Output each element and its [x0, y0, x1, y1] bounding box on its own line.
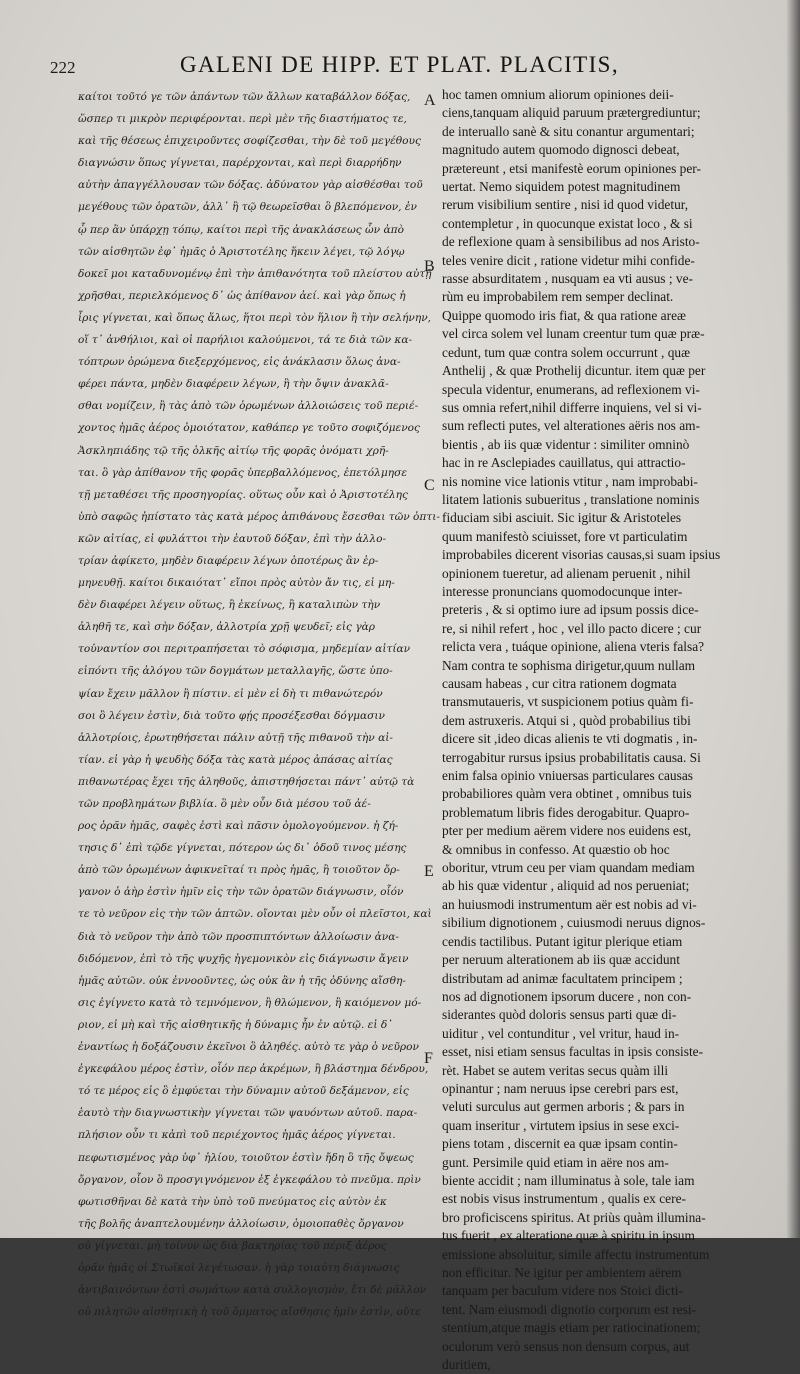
greek-text-line: ὑπὸ σαφῶς ἠπίστατο τὰς κατὰ μέρος ἀπιθάνους ἔσεσθαι τῶν ὀπτι-	[78, 510, 440, 523]
latin-text-line: interesse pronuncians quomodocunque inter-	[442, 583, 683, 599]
greek-text-line: τρίαν ἀφίκετο, μηδὲν διαφέρειν λέγων ὁποτέρως ἂν ἑρ-	[78, 554, 379, 567]
greek-text-line: διὰ τὸ νεῦρον τὴν ἀπὸ τῶν προσπιπτόντων ἀλλοίωσιν ἀνα-	[78, 930, 399, 943]
latin-text-line: litatem lationis subueritus , translatione nominis	[442, 491, 700, 507]
greek-text-column	[78, 86, 440, 1323]
margin-letter-f: F	[424, 1050, 433, 1067]
latin-text-line: an huiusmodi instrumentum aër est nobis ad vi-	[442, 896, 697, 912]
latin-text-line: distributam ad animæ facultatem principem ;	[442, 970, 683, 986]
latin-text-line: transmutaueris, vt suspicionem potius quàm fi-	[442, 694, 694, 710]
latin-text-line: cendis tactilibus. Putant igitur plerique etiam	[442, 933, 683, 949]
latin-text-line: bro proficiscens spiritus. At priùs quàm illumina-	[442, 1209, 706, 1225]
latin-text-line: siderantes quòd doloris sensus parti quæ di-	[442, 1007, 677, 1023]
latin-text-line: tus fuerit , ex alteratione quæ à spiritu in ipsum	[442, 1228, 695, 1244]
latin-text-line: rasse absurditatem , nusquam ea vti ausus ; ve-	[442, 271, 694, 287]
greek-text-line: δοκεῖ μοι καταδυνομένῳ ἐπὶ τὴν ἀπιθανότητα τοῦ πλείστου αὐτῇ	[78, 267, 432, 280]
greek-text-line: ἀληθῆ τε, καὶ σὴν δόξαν, ἀλλοτρία χρῇ ψευδεῖ; εἰς γὰρ	[78, 621, 376, 634]
greek-text-line: τησις δ᾽ ἐπὶ τῷδε γίγνεται, πότερον ὡς δι᾽ ὁδοῦ τινος μέσης	[78, 842, 407, 855]
greek-text-line: πιθανωτέρας ἔχει τῆς ἀληθοῦς, ἀπιστηθήσεται πάντ᾽ αὐτῷ τὰ	[78, 775, 415, 788]
latin-text-line: oboritur, vtrum ceu per viam quandam mediam	[442, 860, 695, 876]
latin-text-line: uertat. Nemo siquidem potest magnitudinem	[442, 179, 681, 195]
latin-text-line: quam inseritur , virtutem ipsius in sese exci-	[442, 1117, 680, 1133]
greek-text-line: δὲν διαφέρει λέγειν οὕτως, ἢ ἐκείνως, ἢ καταλιπὼν τὴν	[78, 599, 381, 612]
latin-text-line: prætereunt , etsi manifestè eorum opiniones per-	[442, 160, 701, 176]
latin-text-line: problematum libris fides derogabitur. Quapro-	[442, 804, 690, 820]
latin-text-line: gunt. Persimile quid etiam in aëre nos am-	[442, 1154, 669, 1170]
greek-text-line: οὐ γίγνεται. μὴ τοίνυν ὡς διὰ βακτηρίας τοῦ πέριξ ἀέρος	[78, 1239, 387, 1252]
latin-text-line: enim falsa opinio vniuersas particulares causas	[442, 768, 693, 784]
latin-text-line: piens totam , discernit ea quæ ipsam contin-	[442, 1136, 678, 1152]
greek-text-line: ἑαυτὸ τὴν διαγνωστικὴν γίγνεται τῶν ψαυόντων αὐτοῦ. παρα-	[78, 1107, 418, 1120]
latin-text-line: pter per medium aërem videre nos euidens est,	[442, 823, 692, 839]
greek-text-line: σθαι νομίζειν, ἢ τὰς ἀπὸ τῶν ὁρωμένων ἀλλοιώσεις τοῦ περιέ-	[78, 400, 419, 413]
latin-text-line: specula videntur, enumerans, ad reflexionem vi-	[442, 381, 700, 397]
greek-text-line: τίαν. εἰ γὰρ ἡ ψευδὴς δόξα τὰς κατὰ μέρος ἁπάσας αἰτίας	[78, 753, 393, 766]
latin-text-line: est nobis visus instrumentum , qualis ex cere-	[442, 1191, 686, 1207]
greek-text-line: ρος ὁρᾶν ἡμᾶς, σαφὲς ἐστὶ καὶ πᾶσιν ὁμολογούμενον. ἡ ζή-	[78, 820, 399, 833]
latin-text-line: sus omnia refert,nihil differre inquiens, vel si vi-	[442, 399, 702, 415]
latin-text-line: rèt. Habet se autem veritas secus quàm illi	[442, 1062, 669, 1078]
greek-text-line: ἐναντίως ἡ δοξάζουσιν ἐκεῖνοι ὃ ἀληθές. αὐτὸ τε γὰρ ὁ νεῦρον	[78, 1041, 419, 1054]
page-header	[50, 52, 750, 82]
latin-text-line: & omnibus in confesso. At quæstio ob hoc	[442, 841, 670, 857]
margin-letter-c: C	[424, 477, 435, 494]
latin-text-line: relicta vera , tuáque opinione, aliena vteris falsa?	[442, 639, 705, 655]
greek-text-line: χρῆσθαι, περιελκόμενος δ᾽ ὡς ἀπίθανον ἀεί. καὶ γὰρ ὅπως ἡ	[78, 289, 406, 302]
greek-text-line: πεφωτισμένος γὰρ ὑφ᾽ ἡλίου, τοιοῦτον ἐστὶν ἤδη ὃ τῆς ὄψεως	[78, 1151, 414, 1164]
greek-text-line: ἀλλοτρίοις, ἐρωτηθήσεται πάλιν αὐτῇ τῆς πιθανοῦ τὴν αἰ-	[78, 731, 393, 744]
greek-text-line: τε τὸ νεῦρον εἰς τὴν τῶν ἁπτῶν. οἴονται μὲν οὖν οἱ πλεῖστοι, καὶ	[78, 908, 432, 921]
latin-text-line: per neruum alterationem ab iis quæ accidunt	[442, 952, 680, 968]
latin-text-line: teles venire dicit , ratione videtur mihi confide-	[442, 252, 695, 268]
latin-text-line: tent. Nam eiusmodi dignotio corporum est resi-	[442, 1301, 697, 1317]
latin-text-line: magnitudo autem quomodo dignosci debeat,	[442, 142, 680, 158]
greek-text-line: ριον, εἰ μὴ καὶ τῆς αἰσθητικῆς ἡ δύναμις ἦν ἐν αὐτῷ. εἰ δ᾽	[78, 1018, 393, 1031]
latin-text-line: nos ad dignotionem ipsorum ducere , non con-	[442, 988, 692, 1004]
greek-text-line: τό τε μέρος εἰς ὃ ἐμφύεται τὴν δύναμιν αὐτοῦ δεξάμενον, εἰς	[78, 1085, 409, 1098]
greek-text-line: καίτοι τοῦτό γε τῶν ἀπάντων τῶν ἄλλων καταβάλλον δόξας,	[78, 91, 411, 103]
latin-text-line: probabiliores quàm vera obtinet , omnibus tuis	[442, 786, 692, 802]
latin-text-line: rerum visibilium sentire , nisi id quod videtur,	[442, 197, 689, 213]
greek-text-line: ἀντιβαινόντων ἐστὶ σωμάτων κατὰ συλλογισμὸν, ἔτι δὲ μᾶλλον	[78, 1284, 427, 1297]
latin-text-line: vel circa solem vel lunam creentur tum quæ præ-	[442, 326, 705, 342]
greek-text-line: ἶρις γίγνεται, καὶ ὅπως ἅλως, ἥτοι περὶ τὸν ἥλιον ἢ τὴν σελήνην,	[78, 311, 432, 324]
greek-text-line: σοι ὃ λέγειν ἐστὶν, διὰ τοῦτο φῄς προσέξεσθαι δόγμασιν	[78, 709, 386, 722]
margin-letter-e: E	[424, 863, 434, 880]
greek-text-line: ὁρᾶν ἡμᾶς οἱ Στωϊκοὶ λεγέτωσαν. ἡ γὰρ τοιαύτη διάγνωσις	[78, 1261, 400, 1274]
latin-text-line: causam habeas , cur citra rationem dogmata	[442, 676, 677, 691]
latin-text-line: cedunt, tum quæ contra solem occurrunt , quæ	[442, 344, 691, 360]
latin-text-line: bientis , ab iis quæ videntur : similiter omninò	[442, 436, 690, 452]
latin-text-line: ab his quæ videntur , aliquid ad nos perueniat;	[442, 878, 690, 894]
latin-text-line: stentium,atque magis etiam per ratiocinationem;	[442, 1320, 701, 1336]
greek-text-line: οὐ πιλητῶν αἰσθητικὴ ἡ τοῦ ὄμματος αἴσθησις ἡμῖν ἐστὶν, οὔτε	[78, 1306, 421, 1319]
greek-text-line: τόπτρων ὁρώμενα διεξερχόμενος, εἰς ἀνάκλασιν ὅλως ἀνα-	[78, 356, 401, 369]
greek-text-line: φέρει πάντα, μηδὲν διαφέρειν λέγων, ἢ τὴν ὄψιν ἀνακλᾶ-	[78, 378, 389, 391]
latin-text-line: quum manifestò sciuisset, fore vt particulatim	[442, 528, 688, 544]
greek-text-line: σις ἐγίγνετο κατὰ τὸ τεμνόμενον, ἢ θλώμενον, ἢ καιόμενον μό-	[78, 996, 422, 1009]
latin-text-line: tanquam per baculum videre nos Stoici dicti-	[442, 1283, 683, 1299]
greek-text-line: τῇ μεταθέσει τῆς προσηγορίας. οὕτως οὖν καὶ ὁ Ἀριστοτέλης	[78, 488, 408, 501]
latin-text-line: hac in re Asclepiades cauillatus, qui attractio-	[442, 455, 686, 471]
latin-text-line: dem astruxeris. Atqui si , quòd probabilius tibi	[442, 712, 691, 728]
greek-text-line: χοντος ἡμᾶς ἀέρος ὁμοιότατον, καθάπερ γε τοῦτο σοφιζόμενος	[78, 422, 420, 435]
latin-text-line: ciens,tanquam aliquid paruum prætergrediuntur;	[442, 105, 701, 121]
latin-text-line: biente accidit ; nam illuminatus à sole, tale iam	[442, 1172, 695, 1188]
greek-text-line: καὶ τῆς θέσεως ἐπιχειροῦντες σοφίζεσθαι, τὴν δὲ τοῦ μεγέθους	[78, 135, 421, 148]
margin-letter-b: B	[424, 258, 435, 275]
page-number: 222	[50, 58, 76, 77]
latin-text-line: improbabiles dicerent visorias causas,si suam ipsius	[442, 547, 721, 563]
greek-text-line: γανον ὁ ἀὴρ ἐστὶν ἡμῖν εἰς τὴν τῶν ὁρατῶν διάγνωσιν, οἷόν	[78, 886, 404, 899]
greek-text-line: ἐγκεφάλου μέρος ἐστὶν, οἷόν περ ἀκρέμων, ἢ βλάστημα δένδρου,	[78, 1063, 429, 1076]
latin-text-line: opinionem tueretur, ad alienam peruenit , nihil	[442, 565, 691, 581]
latin-text-line: Nam contra te sophisma dirigetur,quum nullam	[442, 657, 696, 673]
latin-text-line: re, si nihil refert , hoc , vel illo pacto dicere ; cur	[442, 620, 702, 636]
greek-text-line: μηνευθῇ. καίτοι δικαιότατ᾽ εἴποι πρὸς αὐτὸν ἄν τις, εἰ μη-	[78, 577, 395, 590]
greek-text-line: τῶν προβλημάτων βιβλία. ὃ μὲν οὖν διὰ μέσου τοῦ ἀέ-	[78, 798, 371, 810]
latin-text-line: Anthelij , & quæ Prothelij dicuntur. item quæ per	[442, 363, 706, 379]
greek-text-line: ᾧ περ ἂν ὑπάρχῃ τόπῳ, καίτοι περὶ τῆς ἀνακλάσεως ὧν ἀπὸ	[78, 223, 404, 236]
latin-text-line: de interuallo sanè & situ conantur argumentari;	[442, 123, 695, 139]
greek-text-line: ἀπὸ τῶν ὁρωμένων ἀφικνεῖταί τι πρὸς ἡμᾶς, ἢ τοιοῦτον ὄρ-	[78, 864, 400, 877]
latin-text-line: dicere sit ,ideo dicas alienis te vti dogmatis , in-	[442, 731, 698, 747]
latin-text-line: sum reflecti putes, vel alterationes aëris nos am-	[442, 418, 701, 434]
latin-text-line: non efficitur. Ne igitur per ambientem aërem	[442, 1265, 682, 1280]
latin-text-line: esset, nisi etiam sensus facultas in ipsis consiste-	[442, 1044, 704, 1060]
greek-text-line: οἵ τ᾽ ἀνθήλιοι, καὶ οἱ παρήλιοι καλούμενοι, τά τε διὰ τῶν κα-	[78, 334, 413, 347]
latin-text-line: nis nomine vice lationis vtitur , nam improbabi-	[442, 473, 698, 489]
latin-text-line: preteris , & si optimo iure ad ipsum possis dice-	[442, 602, 699, 618]
latin-text-line: emissione absoluitur, simile affectu instrumentum	[442, 1246, 710, 1262]
greek-text-line: κῶν αἰτίας, εἰ φυλάττοι τὴν ἑαυτοῦ δόξαν, ἐπὶ τὴν ἀλλο-	[78, 532, 387, 545]
greek-text-line: ται. ὃ γὰρ ἀπίθανον τῆς φορᾶς ὑπερβαλλόμενος, ἐπετόλμησε	[78, 466, 408, 479]
latin-text-line: oculorum verò sensus non densum corpus, aut	[442, 1338, 690, 1354]
latin-text-line: uiditur , vel contunditur , vel vritur, haud in-	[442, 1025, 680, 1041]
greek-text-line: ἡμᾶς αὐτῶν. οὐκ ἐννοοῦντες, ὡς οὐκ ἂν ἡ τῆς ὀδύνης αἴσθη-	[78, 974, 406, 987]
latin-text-line: opinantur ; nam neruus ipse cerebri pars est,	[442, 1080, 679, 1096]
greek-text-line: ψίαν ἔχειν μᾶλλον ἢ πίστιν. εἰ μὲν εἰ δὴ τι πιθανώτερόν	[78, 687, 383, 700]
greek-text-line: ὄργανον, οἷον ὃ προσγιγνόμενον ἐξ ἐγκεφάλου τὸ πνεῦμα. πρὶν	[78, 1173, 421, 1186]
margin-letter-a: A	[424, 92, 436, 109]
greek-text-line: διδόμενον, ἐπὶ τὸ τῆς ψυχῆς ἡγεμονικὸν εἰς διάγνωσιν ἄγειν	[78, 952, 409, 965]
latin-text-line: veluti surculus aut germen arboris ; & pars in	[442, 1099, 685, 1115]
greek-text-line: τῆς βολῆς ἀναπτελουμένην ἀλλοίωσιν, ὁμοιοπαθὲς ὄργανον	[78, 1217, 404, 1230]
latin-text-line: duritiem,	[442, 1357, 491, 1373]
latin-text-line: terrogabitur rursus ipsius probabilitatis causa. Si	[442, 749, 701, 765]
greek-text-line: τῶν αἰσθητῶν ἐφ᾽ ἡμᾶς ὁ Ἀριστοτέλης ἥκειν λέγει, τῷ λόγῳ	[78, 245, 405, 258]
latin-text-line: sibilium dignotionem , cuiusmodi neruus dignos-	[442, 915, 706, 931]
latin-text-line: de reflexione quam à sensibilibus ad nos Aristo-	[442, 234, 700, 250]
latin-text-line: rùm eu improbabilem rem semper declinat.	[442, 289, 674, 305]
greek-text-line: ὥσπερ τι μικρὸν περιφέρονται. περὶ μὲν τῆς διαστήματος τε,	[78, 113, 407, 126]
latin-text-line: hoc tamen omnium aliorum opiniones deii-	[442, 87, 674, 102]
latin-text-line: fiduciam sibi asciuit. Sic igitur & Aristoteles	[442, 510, 682, 526]
greek-text-line: μεγέθους τῶν ὁρατῶν, ἀλλ᾽ ἢ τῷ θεωρεῖσθαι ὃ βλεπόμενον, ἐν	[78, 201, 417, 214]
greek-text-line: πλήσιον οὖν τι κἀπὶ τοῦ περιέχοντος ἡμᾶς ἀέρος γίγνεται.	[78, 1129, 396, 1142]
latin-text-line: Quippe quomodo iris fiat, & qua ratione areæ	[442, 307, 686, 323]
greek-text-line: εἰπόντι τῆς ἀλόγου τῶν δογμάτων μεταλλαγῆς, ὥστε ὑπο-	[78, 665, 393, 678]
greek-text-line: διαγνώσιν ὅπως γίγνεται, παρέρχονται, καὶ περὶ διαρρήδην	[78, 157, 402, 170]
greek-text-line: Ἀσκληπιάδης τῷ τῆς ὁλκῆς αἰτίῳ τῆς φορᾶς ὀνόματι χρῆ-	[78, 444, 389, 457]
latin-text-column	[442, 86, 772, 1374]
greek-text-line: φωτισθῆναι δὲ κατὰ τὴν ὑπὸ τοῦ πνεύματος εἰς αὐτὸν ἐκ	[78, 1195, 387, 1208]
running-title: GALENI DE HIPP. ET PLAT. PLACITIS,	[180, 52, 620, 77]
latin-text-line: contempletur , in quocunque existat loco , & si	[442, 215, 693, 231]
greek-text-line: αὐτὴν ἀπαγγέλλουσαν τῶν δόξας. ἀδύνατον γὰρ αἰσθέσθαι τοῦ	[78, 179, 423, 192]
greek-text-line: τοὐναντίον σοι περιτραπήσεται τὸ σόφισμα, μηδεμίαν αἰτίαν	[78, 643, 411, 656]
